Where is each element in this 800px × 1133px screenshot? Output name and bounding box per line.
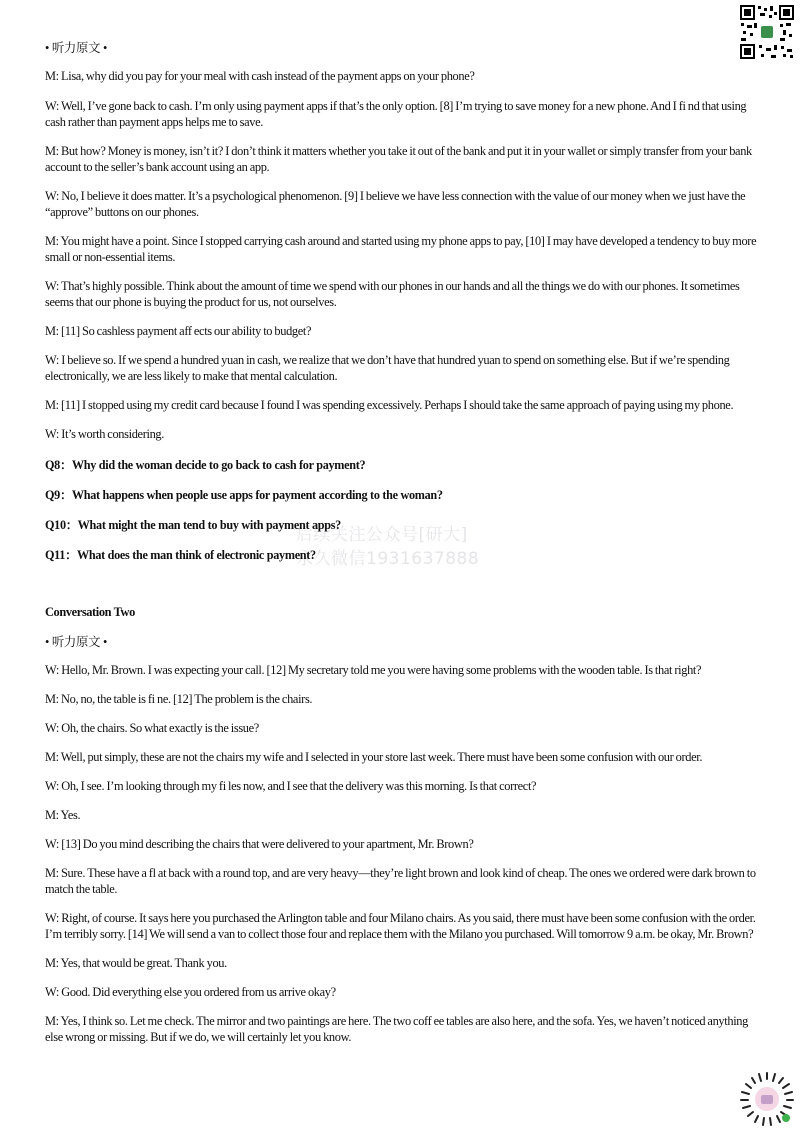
dialogue-line: M: Yes, I think so. Let me check. The mirror and two paintings are here. The two coff ee tables are also here, and the sofa. Yes, we haven’t noticed anything else wrong or missing. But if we do, we will certainly let you know. xyxy=(45,1014,748,1044)
watermark-line-1: 后续关注公众号[研大] xyxy=(296,525,468,545)
dialogue-line: W: I believe so. If we spend a hundred yuan in cash, we realize that we don’t have that hundred yuan to spend on something else. But if we’re spending electronically, we are less likely to make that mental calculation. xyxy=(45,353,730,383)
dialogue-line: W: Good. Did everything else you ordered from us arrive okay? xyxy=(45,985,336,999)
dialogue-line: M: [11] So cashless payment aff ects our ability to budget? xyxy=(45,324,312,338)
question-q10: Q10：What might the man tend to buy with payment apps? xyxy=(45,518,341,532)
dialogue-line: M: [11] I stopped using my credit card because I found I was spending excessively. Perhaps I should take the same approach of paying using my phone. xyxy=(45,398,734,412)
dialogue-line: M: Lisa, why did you pay for your meal with cash instead of the payment apps on your phone? xyxy=(45,69,475,83)
dialogue-line: M: But how? Money is money, isn’t it? I don’t think it matters whether you take it out of the bank and put it in your wallet or simply transfer from your bank account to the seller’s bank account using an app. xyxy=(45,144,752,174)
dialogue-line: W: It’s worth considering. xyxy=(45,427,165,441)
transcript-marker: • 听力原文 • xyxy=(45,41,108,55)
dialogue-line: W: [13] Do you mind describing the chairs that were delivered to your apartment, Mr. Brown? xyxy=(45,837,474,851)
conversation-two-title: Conversation Two xyxy=(45,605,135,619)
mini-program-code xyxy=(738,1070,796,1128)
transcript-page xyxy=(45,36,757,1045)
question-q9: Q9：What happens when people use apps for payment according to the woman? xyxy=(45,488,443,502)
transcript-marker: • 听力原文 • xyxy=(45,635,108,649)
dialogue-line: W: Well, I’ve gone back to cash. I’m only using payment apps if that’s the only option. [8] I’m trying to save money for a new phone. And I fi nd that using cash rather than payment apps helps me to save. xyxy=(45,99,747,129)
dialogue-line: W: Oh, I see. I’m looking through my fi les now, and I see that the delivery was this morning. Is that correct? xyxy=(45,779,537,793)
question-q11: Q11：What does the man think of electronic payment? xyxy=(45,548,316,562)
dialogue-line: M: You might have a point. Since I stopped carrying cash around and started using my phone apps to pay, [10] I may have developed a tendency to buy more small or non-essential items. xyxy=(45,234,757,264)
question-q8: Q8：Why did the woman decide to go back to cash for payment? xyxy=(45,458,366,472)
dialogue-line: W: Oh, the chairs. So what exactly is the issue? xyxy=(45,721,259,735)
dialogue-line: W: Right, of course. It says here you purchased the Arlington table and four Milano chairs. As you said, there must have been some confusion with the order. I’m terribly sorry. [14] We will send a van to collect those four and replace them with the Milano you purchased. Will tomorrow 9 a.m. be okay, Mr. Brown? xyxy=(45,911,756,941)
dialogue-line: W: No, I believe it does matter. It’s a psychological phenomenon. [9] I believe we have less connection with the value of our money when we just have the “approve” buttons on our phones. xyxy=(45,189,746,219)
watermark-line-2: 永久微信1931637888 xyxy=(296,549,480,569)
dialogue-line: W: That’s highly possible. Think about the amount of time we spend with our phones in our hands and all the things we do with our phones. It sometimes seems that our phone is buying the product for us, not ourselves. xyxy=(45,279,740,309)
dialogue-line: W: Hello, Mr. Brown. I was expecting your call. [12] My secretary told me you were having some problems with the wooden table. Is that right? xyxy=(45,663,702,677)
dialogue-line: M: No, no, the table is fi ne. [12] The problem is the chairs. xyxy=(45,692,313,706)
dialogue-line: M: Yes. xyxy=(45,808,81,822)
dialogue-line: M: Yes, that would be great. Thank you. xyxy=(45,956,227,970)
dialogue-line: M: Well, put simply, these are not the chairs my wife and I selected in your store last week. There must have been some confusion with our order. xyxy=(45,750,703,764)
dialogue-line: M: Sure. These have a fl at back with a round top, and are very heavy—they’re light brown and look kind of cheap. The ones we ordered were dark brown to match the table. xyxy=(45,866,756,896)
